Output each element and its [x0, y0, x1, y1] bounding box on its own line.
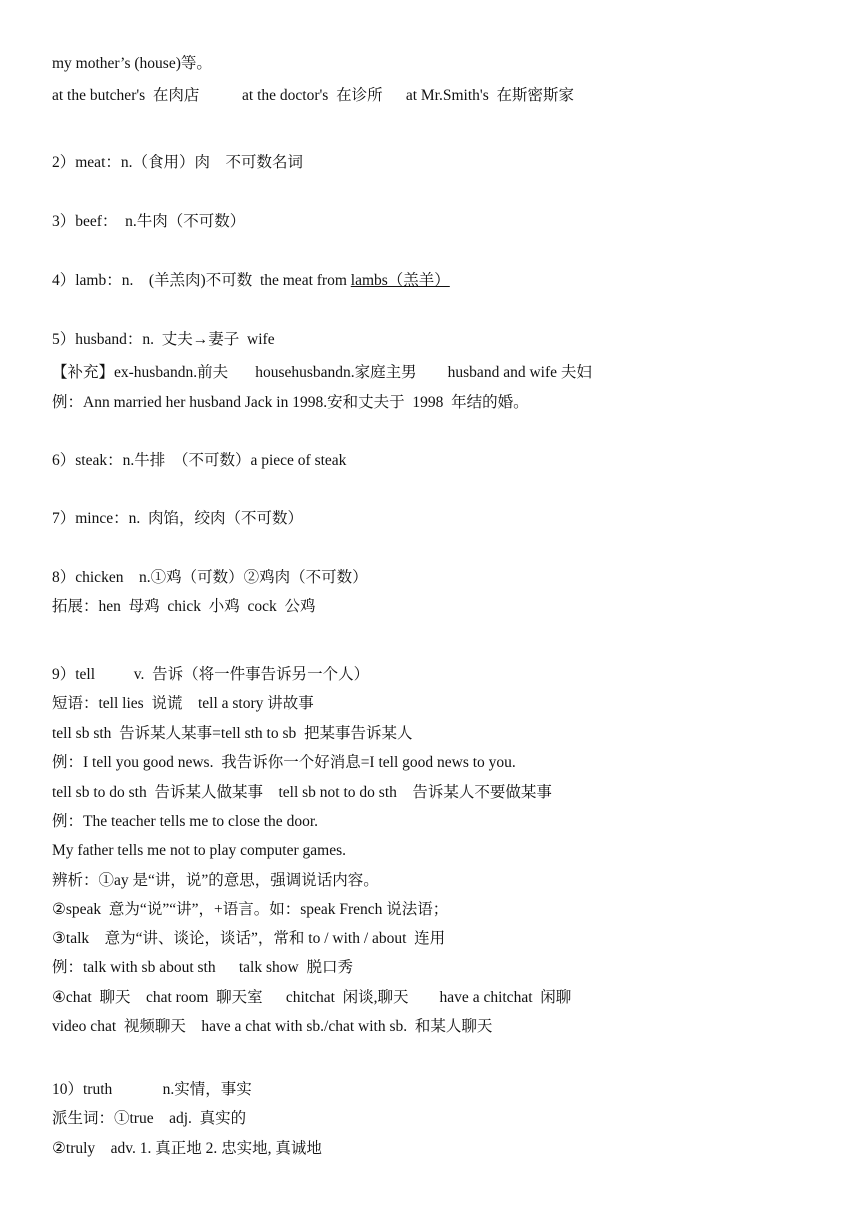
text-line: 例：The teacher tells me to close the door.: [52, 813, 318, 830]
text-line: 例：talk with sb about sth talk show 脱口秀: [52, 959, 353, 976]
text-segment: 4）lamb：n. (羊羔肉)不可数 the meat from: [52, 272, 351, 289]
text-line: My father tells me not to play computer games.: [52, 842, 346, 859]
text-line: 辨析：①ay 是“讲，说”的意思，强调说话内容。: [52, 872, 379, 889]
text-line: ④chat 聊天 chat room 聊天室 chitchat 闲谈,聊天 have a chitchat 闲聊: [52, 989, 572, 1006]
text-line: [52, 271, 450, 291]
text-line: tell sb sth 告诉某人某事=tell sth to sb 把某事告诉某人: [52, 725, 413, 742]
text-line: 6）steak：n.牛排 （不可数）a piece of steak: [52, 452, 347, 469]
text-line: ③talk 意为“讲、谈论，谈话”，常和 to / with / about 连用: [52, 930, 446, 947]
text-line: 7）mince：n. 肉馅，绞肉（不可数）: [52, 510, 303, 527]
text-line: at the butcher's 在肉店 at the doctor's 在诊所 at Mr.Smith's 在斯密斯家: [52, 87, 574, 104]
text-line: 例：Ann married her husband Jack in 1998.安和丈夫于 1998 年结的婚。: [52, 394, 529, 411]
text-line: 8）chicken n.①鸡（可数）②鸡肉（不可数）: [52, 569, 368, 586]
text-line: 拓展：hen 母鸡 chick 小鸡 cock 公鸡: [52, 598, 316, 615]
text-line: my mother’s (house)等。: [52, 55, 212, 72]
text-line: 短语：tell lies 说谎 tell a story 讲故事: [52, 695, 314, 712]
text-line: 【补充】ex-husbandn.前夫 househusbandn.家庭主男 husband and wife 夫妇: [52, 364, 592, 381]
text-line: video chat 视频聊天 have a chat with sb./chat with sb. 和某人聊天: [52, 1018, 493, 1035]
text-line: 5）husband：n. 丈夫→妻子 wife: [52, 331, 275, 348]
text-line: tell sb to do sth 告诉某人做某事 tell sb not to do sth 告诉某人不要做某事: [52, 784, 552, 801]
text-line: ②truly adv. 1. 真正地 2. 忠实地, 真诚地: [52, 1140, 322, 1157]
text-line: 9）tell v. 告诉（将一件事告诉另一个人）: [52, 666, 370, 683]
text-line: 10）truth n.实情，事实: [52, 1081, 252, 1098]
underlined-term: lambs（羔羊）: [350, 272, 450, 289]
text-line: 派生词：①true adj. 真实的: [52, 1110, 247, 1127]
text-line: 3）beef： n.牛肉（不可数）: [52, 213, 246, 230]
text-line: ②speak 意为“说”“讲”，+语言。如：speak French 说法语；: [52, 901, 449, 918]
text-line: 例：I tell you good news. 我告诉你一个好消息=I tell good news to you.: [52, 754, 516, 771]
text-line: 2）meat：n.（食用）肉 不可数名词: [52, 154, 303, 171]
